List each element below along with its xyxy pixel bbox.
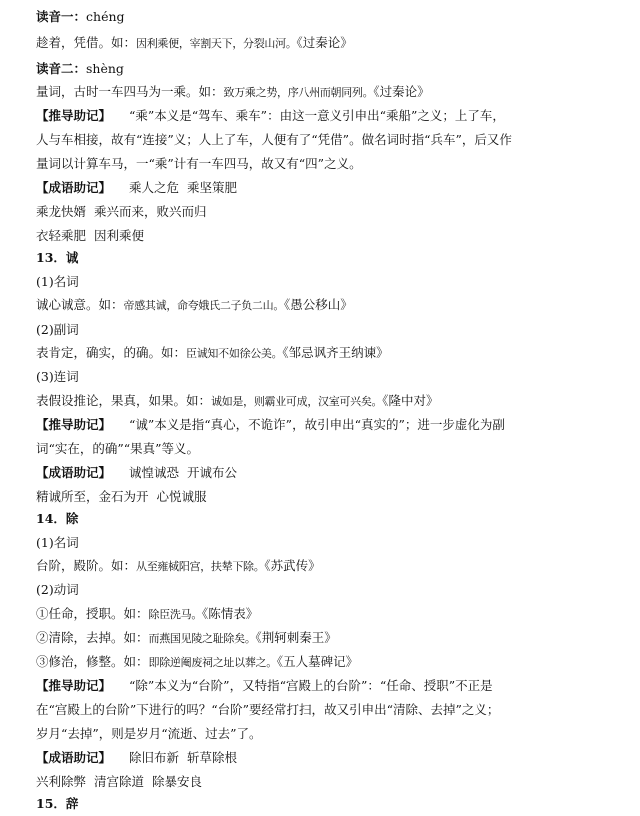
source-title: 《过秦论》 bbox=[296, 35, 353, 50]
s13-3-label: (3)连词 bbox=[36, 369, 79, 384]
reading2-line bbox=[36, 61, 124, 77]
source-title: 《荆轲刺秦王》 bbox=[255, 630, 337, 645]
example-text: 臣诚知不如徐公美。 bbox=[186, 347, 283, 360]
source-title: 《愚公移山》 bbox=[284, 297, 353, 312]
source-title: 《苏武传》 bbox=[264, 558, 321, 573]
idiom: 诚惶诚恐 bbox=[129, 465, 180, 480]
reading1-line bbox=[36, 9, 125, 25]
idiom: 开诚布公 bbox=[187, 465, 238, 480]
heading-14: 14．除 bbox=[36, 511, 79, 526]
idiom: 乘兴而来，败兴而归 bbox=[94, 204, 207, 219]
reading2-definition bbox=[36, 84, 430, 101]
s14-1-label: (1)名词 bbox=[36, 535, 79, 550]
definition-text: 台阶，殿阶。如： bbox=[36, 558, 137, 573]
s14-2a-definition bbox=[36, 606, 258, 623]
s14-2b-definition bbox=[36, 630, 337, 647]
s13-1-label: (1)名词 bbox=[36, 274, 79, 289]
memo1-line1 bbox=[36, 108, 505, 124]
idiom3-line1 bbox=[36, 750, 237, 766]
definition-text: ①任命，授职。如： bbox=[36, 606, 149, 621]
idiom: 衣轻乘肥 bbox=[36, 228, 87, 243]
idiom2-line2 bbox=[36, 489, 207, 505]
reading2-label: 读音二： bbox=[36, 61, 87, 76]
memo2-line1 bbox=[36, 417, 505, 433]
idiom-tag: 【成语助记】 bbox=[36, 750, 112, 765]
example-text: 致万乘之势，序八州而朝同列。 bbox=[223, 86, 374, 99]
idiom: 精诚所至，金石为开 bbox=[36, 489, 149, 504]
idiom: 因利乘便 bbox=[94, 228, 145, 243]
idiom3-line2 bbox=[36, 774, 202, 790]
idiom: 乘人之危 bbox=[129, 180, 180, 195]
idiom: 心悦诚服 bbox=[156, 489, 207, 504]
reading1-pinyin: chéng bbox=[86, 9, 125, 24]
source-title: 《过秦论》 bbox=[373, 84, 430, 99]
memo-tag: 【推导助记】 bbox=[36, 678, 112, 693]
idiom-tag: 【成语助记】 bbox=[36, 180, 112, 195]
reading1-label: 读音一： bbox=[36, 9, 87, 24]
definition-text: ③修治，修整。如： bbox=[36, 654, 149, 669]
heading-15: 15．辞 bbox=[36, 796, 79, 811]
definition-text: 表假设推论，果真，如果。如： bbox=[36, 393, 212, 408]
source-title: 《陈情表》 bbox=[202, 606, 259, 621]
idiom: 乘坚策肥 bbox=[187, 180, 238, 195]
memo-text: “乘”本义是“驾车、乘车”：由这一意义引申出“乘船”之义；上了车， bbox=[129, 108, 505, 123]
example-text: 即除逆阉废祠之址以葬之。 bbox=[148, 656, 277, 669]
s13-2-definition bbox=[36, 345, 389, 362]
s13-2-label: (2)副词 bbox=[36, 322, 79, 337]
definition-text: 量词，古时一车四马为一乘。如： bbox=[36, 84, 224, 99]
s14-2-label: (2)动词 bbox=[36, 582, 79, 597]
source-title: 《邹忌讽齐王纳谏》 bbox=[282, 345, 389, 360]
example-text: 因利乘便，宰割天下，分裂山河。 bbox=[136, 37, 297, 50]
definition-text: 表肯定，确实，的确。如： bbox=[36, 345, 187, 360]
memo2-line2: 词“实在，的确”“果真”等义。 bbox=[36, 441, 200, 456]
example-text: 而燕国见陵之耻除矣。 bbox=[148, 632, 256, 645]
example-text: 从至雍棫阳宫，扶辇下除。 bbox=[136, 560, 265, 573]
reading1-definition bbox=[36, 35, 353, 52]
idiom: 斩草除根 bbox=[187, 750, 238, 765]
heading-13: 13．诚 bbox=[36, 250, 79, 265]
s14-2c-definition bbox=[36, 654, 358, 671]
idiom: 乘龙快婿 bbox=[36, 204, 87, 219]
definition-text: 趁着，凭借。如： bbox=[36, 35, 137, 50]
definition-text: ②清除，去掉。如： bbox=[36, 630, 149, 645]
source-title: 《五人墓碑记》 bbox=[276, 654, 359, 669]
memo3-line3: 岁月“去掉”，则是岁月“流逝、过去”了。 bbox=[36, 726, 262, 741]
reading2-pinyin: shèng bbox=[86, 61, 124, 76]
idiom: 清宫除道 bbox=[94, 774, 145, 789]
s14-1-definition bbox=[36, 558, 321, 575]
memo-text: “诚”本义是指“真心，不诡诈”，故引申出“真实的”；进一步虚化为副 bbox=[129, 417, 505, 432]
memo1-line3: 量词以计算车马，一“乘”计有一车四马，故又有“四”之义。 bbox=[36, 156, 362, 171]
memo3-line2: 在“宫殿上的台阶”下进行的吗？“台阶”要经常打扫，故又引申出“清除、去掉”之义； bbox=[36, 702, 500, 717]
memo-tag: 【推导助记】 bbox=[36, 108, 112, 123]
example-text: 帝感其诚，命夸娥氏二子负二山。 bbox=[123, 299, 285, 312]
idiom1-line2 bbox=[36, 204, 207, 220]
source-title: 《隆中对》 bbox=[382, 393, 439, 408]
s13-1-definition bbox=[36, 297, 353, 314]
example-text: 诚如是，则霸业可成，汉室可兴矣。 bbox=[211, 395, 383, 408]
idiom-tag: 【成语助记】 bbox=[36, 465, 112, 480]
idiom1-line1 bbox=[36, 180, 237, 196]
s13-3-definition bbox=[36, 393, 438, 410]
idiom: 兴利除弊 bbox=[36, 774, 87, 789]
definition-text: 诚心诚意。如： bbox=[36, 297, 124, 312]
idiom: 除旧布新 bbox=[129, 750, 180, 765]
idiom2-line1 bbox=[36, 465, 237, 481]
idiom: 除暴安良 bbox=[152, 774, 203, 789]
idiom1-line3 bbox=[36, 228, 144, 244]
memo3-line1 bbox=[36, 678, 493, 694]
memo1-line2: 人与车相接，故有“连接”义；人上了车，人便有了“凭借”。做名词时指“兵车”，后又作 bbox=[36, 132, 512, 147]
example-text: 除臣洗马。 bbox=[148, 608, 203, 621]
memo-tag: 【推导助记】 bbox=[36, 417, 112, 432]
memo-text: “除”本义为“台阶”，又特指“宫殿上的台阶”：“任命、授职”不正是 bbox=[129, 678, 493, 693]
